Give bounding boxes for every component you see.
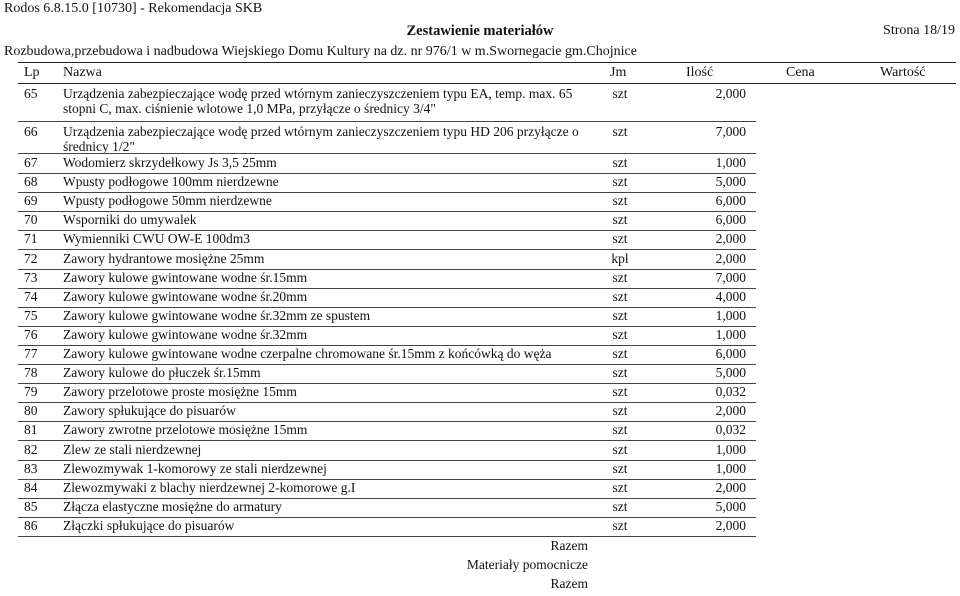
row-quantity: 5,000	[715, 174, 746, 190]
table-row	[0, 499, 960, 517]
row-lp: 80	[24, 403, 38, 419]
row-name: Zawory kulowe gwintowane wodne śr.15mm	[63, 269, 308, 285]
row-name: Zawory kulowe gwintowane wodne śr.32mm ze spustem	[63, 307, 371, 323]
row-unit: szt	[612, 212, 628, 228]
table-row	[0, 518, 960, 536]
header-top-rule	[18, 62, 956, 63]
page-number: Strona 18/19	[883, 23, 955, 38]
row-lp: 74	[24, 288, 38, 304]
row-unit: szt	[612, 441, 628, 457]
column-header-qty: Ilość	[686, 65, 714, 80]
row-lp: 66	[24, 124, 38, 139]
row-unit: szt	[612, 174, 628, 190]
table-row	[0, 308, 960, 326]
row-quantity: 4,000	[715, 288, 746, 304]
row-quantity: 1,000	[715, 460, 746, 476]
row-name: Złączki spłukujące do pisuarów	[63, 517, 235, 533]
row-unit: kpl	[611, 250, 629, 266]
row-quantity: 7,000	[715, 124, 746, 139]
row-lp: 77	[24, 346, 38, 361]
table-row	[0, 289, 960, 307]
row-quantity: 0,032	[715, 422, 746, 438]
row-name: Zlewozmywaki z blachy nierdzewnej 2-komorowe g.I	[63, 479, 356, 495]
row-quantity: 1,000	[715, 441, 746, 457]
row-lp: 78	[24, 365, 38, 381]
table-row	[0, 231, 960, 249]
row-divider	[18, 536, 756, 537]
summary-materialy-pomocnicze: Materiały pomocnicze	[466, 557, 588, 572]
row-name: Zawory kulowe gwintowane wodne śr.20mm	[63, 288, 308, 304]
row-lp: 68	[24, 174, 38, 190]
row-unit: szt	[612, 231, 628, 247]
row-quantity: 6,000	[715, 346, 746, 361]
table-row	[0, 422, 960, 440]
table-row	[0, 442, 960, 460]
row-unit: szt	[612, 498, 628, 514]
row-name: Zawory spłukujące do pisuarów	[63, 403, 236, 419]
row-quantity: 2,000	[715, 250, 746, 266]
row-unit: szt	[612, 288, 628, 304]
row-unit: szt	[612, 517, 628, 533]
row-name: Urządzenia zabezpieczające wodę przed wtórnym zanieczyszczeniem typu HD 206 przyłącze o średnicy 1/2"	[63, 124, 579, 154]
row-name: Wodomierz skrzydełkowy Js 3,5 25mm	[63, 155, 277, 170]
table-row	[0, 193, 960, 211]
row-unit: szt	[612, 422, 628, 438]
table-row	[0, 155, 960, 173]
table-row	[0, 384, 960, 402]
table-row	[0, 86, 960, 121]
row-name: Zawory kulowe do płuczek śr.15mm	[63, 365, 261, 381]
row-lp: 85	[24, 498, 38, 514]
row-name: Wymienniki CWU OW-E 100dm3	[63, 231, 251, 247]
row-name: Zawory kulowe gwintowane wodne śr.32mm	[63, 326, 308, 342]
table-row	[0, 346, 960, 364]
row-name: Zawory kulowe gwintowane wodne czerpalne chromowane śr.15mm z końcówką do węża	[63, 346, 552, 361]
row-quantity: 6,000	[715, 193, 746, 209]
table-row	[0, 480, 960, 498]
row-divider	[18, 153, 756, 154]
row-lp: 76	[24, 326, 38, 342]
column-header-name: Nazwa	[63, 65, 102, 80]
row-unit: szt	[612, 193, 628, 209]
document-title: Zestawienie materiałów	[406, 23, 554, 39]
column-header-value: Wartość	[880, 65, 926, 80]
row-name: Urządzenia zabezpieczające wodę przed wtórnym zanieczyszczeniem typu EA, temp. max. 65 stopni C, max. ciśnienie wlotowe 1,0 MPa, przyłącze o średnicy 3/4"	[63, 86, 573, 116]
row-lp: 72	[24, 250, 38, 266]
row-quantity: 2,000	[715, 403, 746, 419]
row-quantity: 1,000	[715, 155, 746, 170]
row-unit: szt	[612, 307, 628, 323]
row-lp: 83	[24, 460, 38, 476]
row-name: Zawory zwrotne przelotowe mosiężne 15mm	[63, 422, 308, 438]
row-lp: 86	[24, 517, 38, 533]
table-row	[0, 270, 960, 288]
row-name: Zlewozmywak 1-komorowy ze stali nierdzewnej	[63, 460, 327, 476]
row-name: Zawory przelotowe proste mosiężne 15mm	[63, 384, 297, 400]
column-header-jm: Jm	[610, 65, 627, 80]
row-quantity: 1,000	[715, 307, 746, 323]
row-quantity: 0,032	[715, 384, 746, 400]
row-quantity: 5,000	[715, 365, 746, 381]
summary-razem-1: Razem	[550, 538, 588, 553]
table-row	[0, 251, 960, 269]
row-quantity: 7,000	[715, 269, 746, 285]
row-unit: szt	[612, 384, 628, 400]
column-header-lp: Lp	[24, 65, 40, 80]
row-quantity: 2,000	[715, 479, 746, 495]
app-title: Rodos 6.8.15.0 [10730] - Rekomendacja SKB	[4, 1, 263, 16]
row-lp: 81	[24, 422, 38, 438]
row-unit: szt	[612, 365, 628, 381]
row-quantity: 6,000	[715, 212, 746, 228]
row-unit: szt	[612, 155, 628, 170]
row-lp: 73	[24, 269, 38, 285]
row-lp: 79	[24, 384, 38, 400]
row-lp: 67	[24, 155, 38, 170]
row-quantity: 2,000	[715, 231, 746, 247]
row-unit: szt	[612, 479, 628, 495]
row-unit: szt	[612, 326, 628, 342]
row-quantity: 5,000	[715, 498, 746, 514]
row-lp: 71	[24, 231, 38, 247]
row-lp: 70	[24, 212, 38, 228]
row-lp: 84	[24, 479, 38, 495]
row-quantity: 2,000	[715, 517, 746, 533]
table-row	[0, 327, 960, 345]
row-unit: szt	[612, 403, 628, 419]
row-unit: szt	[612, 460, 628, 476]
table-row	[0, 124, 960, 153]
row-lp: 82	[24, 441, 38, 457]
table-row	[0, 365, 960, 383]
row-quantity: 1,000	[715, 326, 746, 342]
table-row	[0, 461, 960, 479]
row-name: Wsporniki do umywalek	[63, 212, 197, 228]
table-row	[0, 212, 960, 230]
row-name: Złącza elastyczne mosiężne do armatury	[63, 498, 282, 514]
row-lp: 65	[24, 86, 38, 101]
project-name: Rozbudowa,przebudowa i nadbudowa Wiejskiego Domu Kultury na dz. nr 976/1 w m.Swornegacie gm.Chojnice	[4, 44, 637, 59]
row-quantity: 2,000	[715, 86, 746, 101]
row-unit: szt	[612, 269, 628, 285]
row-name: Zlew ze stali nierdzewnej	[63, 441, 202, 457]
row-name: Wpusty podłogowe 50mm nierdzewne	[63, 193, 272, 209]
row-name: Zawory hydrantowe mosiężne 25mm	[63, 250, 265, 266]
summary-razem-2: Razem	[550, 576, 588, 591]
row-unit: szt	[612, 86, 628, 101]
table-row	[0, 403, 960, 421]
column-header-price: Cena	[786, 65, 815, 80]
row-lp: 75	[24, 307, 38, 323]
row-unit: szt	[612, 346, 628, 361]
row-unit: szt	[612, 124, 628, 139]
table-row	[0, 174, 960, 192]
row-name: Wpusty podłogowe 100mm nierdzewne	[63, 174, 279, 190]
row-lp: 69	[24, 193, 38, 209]
row-divider	[18, 121, 756, 122]
header-bottom-rule	[18, 83, 956, 84]
